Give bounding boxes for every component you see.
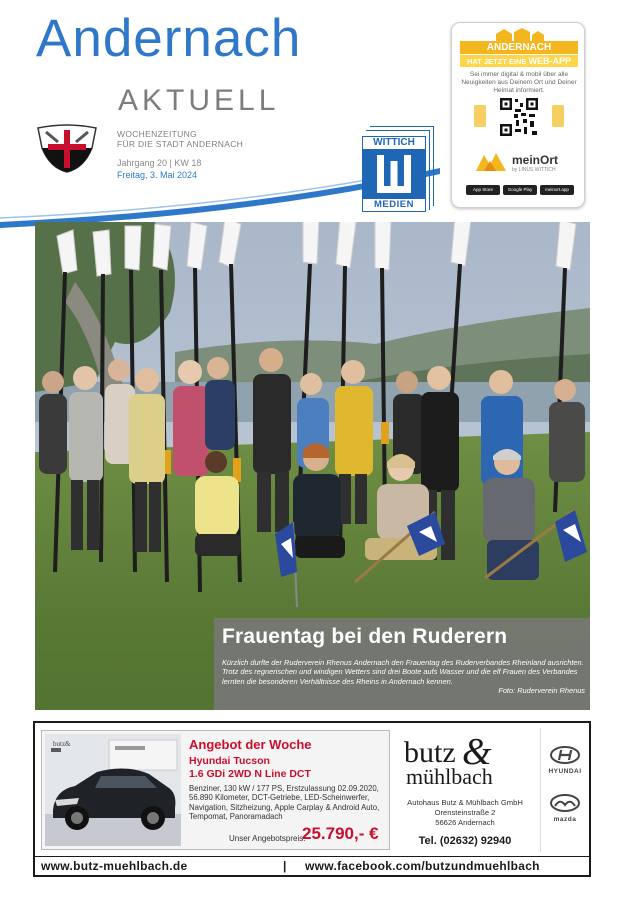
photo-credit: Foto: Ruderverein Rhenus <box>498 686 585 695</box>
house-icon <box>492 28 546 42</box>
hyundai-logo-icon <box>549 746 581 764</box>
wittich-medien-logo: WITTICH MEDIEN <box>362 128 428 212</box>
publication-date: Freitag, 3. Mai 2024 <box>117 170 198 180</box>
issue-number: Jahrgang 20 | KW 18 <box>117 158 202 168</box>
phone-screen-right <box>552 105 564 127</box>
car-variant: 1.6 GDi 2WD N Line DCT <box>189 768 311 780</box>
article-headline[interactable]: Frauentag bei den Ruderern <box>222 625 508 648</box>
price-label: Unser Angebotspreis: <box>229 834 306 843</box>
newspaper-subtitle: AKTUELL <box>118 84 280 117</box>
mazda-label: mazda <box>553 816 577 823</box>
meinort-logo-icon <box>476 151 506 171</box>
car-model: Hyundai Tucson <box>189 755 270 767</box>
car-photo <box>45 734 181 846</box>
mazda-logo-icon <box>549 794 581 812</box>
google-play-badge[interactable]: Google Play <box>503 185 537 195</box>
butz-muehlbach-logo <box>404 734 534 788</box>
svg-text:mühlbach: mühlbach <box>406 764 493 788</box>
phone-screen-left <box>474 105 486 127</box>
qr-code-icon[interactable] <box>499 97 539 137</box>
suv-image <box>45 734 181 846</box>
newspaper-title: Andernach <box>36 9 302 68</box>
dealer-facebook-link[interactable]: www.facebook.com/butzundmuehlbach <box>305 859 540 873</box>
ad-footer <box>33 857 591 877</box>
svg-text:&: & <box>462 734 492 773</box>
dealer-address: Autohaus Butz & Mühlbach GmbH Orensteinstraße 2 56626 Andernach <box>407 798 523 827</box>
offer-price: 25.790,- € <box>302 824 379 843</box>
article-caption: Kürzlich durfte der Ruderverein Rhenus Andernach den Frauentag des Ruderverbandes Rheinland ausrichten. Trotz des regnerischen und windigen Wetters sind drei Boote aufs Wasser und die elf Frauen des Verbandes lernten die besonderen Verhältnisse des Rheins in Andernach kennen. <box>222 658 584 686</box>
meinort-byline: by LINUS WITTICH <box>512 167 556 173</box>
webapp-ribbon-sub: HAT JETZT EINE WEB-APP <box>460 55 578 67</box>
dealer-website-link[interactable]: www.butz-muehlbach.de <box>41 859 188 873</box>
svg-text:butz: butz <box>404 736 456 769</box>
hyundai-label: HYUNDAI <box>548 768 582 775</box>
svg-text:butz&: butz& <box>53 740 71 748</box>
app-store-badge[interactable]: App Store <box>466 185 500 195</box>
meinort-brand: meinOrt <box>512 153 559 167</box>
offer-title: Angebot der Woche <box>189 737 312 752</box>
webapp-ribbon-title: ANDERNACH <box>460 41 578 54</box>
footer-separator: | <box>283 859 287 873</box>
store-badges <box>466 185 574 195</box>
dealer-phone[interactable]: Tel. (02632) 92940 <box>418 835 512 847</box>
wittich-w-icon <box>377 155 411 193</box>
webapp-info: Sei immer digital & mobil über alle Neuigkeiten aus Deinem Ort und Deiner Heimat informiert. <box>461 71 577 94</box>
tagline: WOCHENZEITUNG FÜR DIE STADT ANDERNACH <box>117 129 244 149</box>
car-specs: Benziner, 130 kW / 177 PS, Erstzulassung 02.09.2020, 56.890 Kilometer, DCT-Getriebe, LED-Scheinwerfer, Navigation, Sitzheizung, Apple Carplay & Android Auto, Tempomat, Panoramadach <box>189 784 380 822</box>
web-app-badge[interactable]: meinort.app <box>540 185 574 195</box>
brand-logos <box>540 728 588 852</box>
webapp-ad[interactable] <box>451 22 585 208</box>
